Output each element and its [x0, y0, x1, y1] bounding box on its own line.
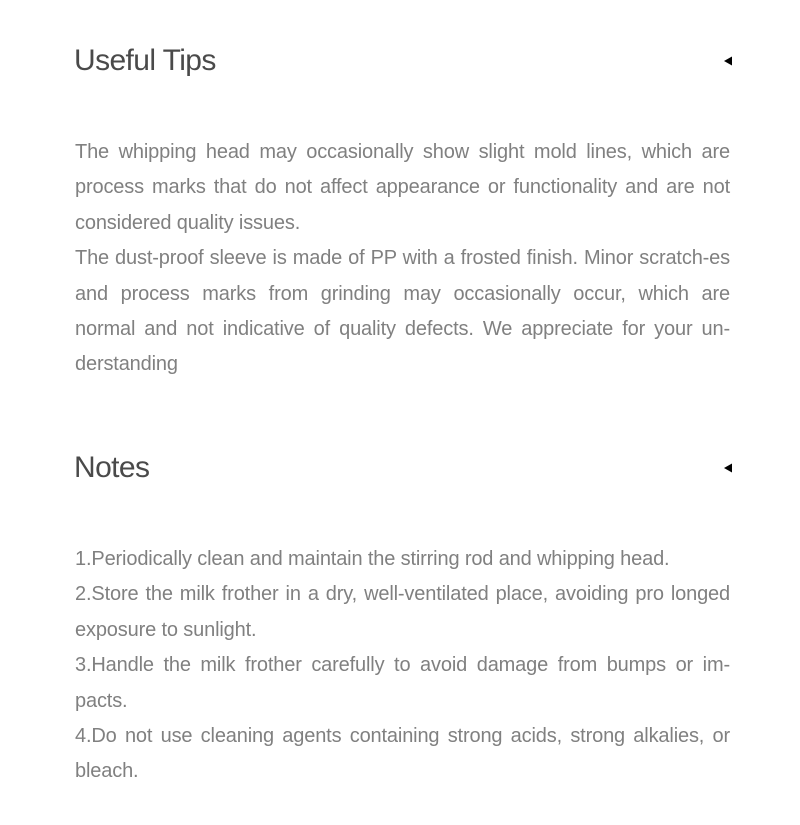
note-item: 4.Do not use cleaning agents containing strong acids, strong alkalies, or bleach.	[75, 725, 730, 783]
note-item: 1.Periodically clean and maintain the stirring rod and whipping head.	[75, 548, 670, 570]
note-item: 3.Handle the milk frother carefully to avoid damage from bumps or im-pacts.	[75, 654, 730, 712]
caret-left-icon[interactable]	[722, 462, 734, 474]
tip-paragraph: The whipping head may occasionally show slight mold lines, which are process marks that do not affect appearance or functionality and are not considered quality issues.	[75, 141, 730, 234]
notes-title: Notes	[74, 451, 150, 484]
caret-left-icon[interactable]	[722, 55, 734, 67]
useful-tips-header[interactable]	[74, 41, 736, 81]
note-item: 2.Store the milk frother in a dry, well-ventilated place, avoiding pro longed exposure to sunlight.	[75, 583, 730, 641]
notes-header[interactable]	[74, 448, 736, 488]
notes-section	[74, 448, 736, 790]
useful-tips-title: Useful Tips	[74, 44, 216, 77]
useful-tips-section	[74, 41, 736, 383]
tip-paragraph: The dust-proof sleeve is made of PP with a frosted finish. Minor scratch-es and process marks from grinding may occasionally occur, which are normal and not indicative of quality defects. We appreciate for your un-derstanding	[75, 247, 730, 376]
notes-body	[74, 542, 730, 790]
useful-tips-body	[74, 135, 730, 383]
